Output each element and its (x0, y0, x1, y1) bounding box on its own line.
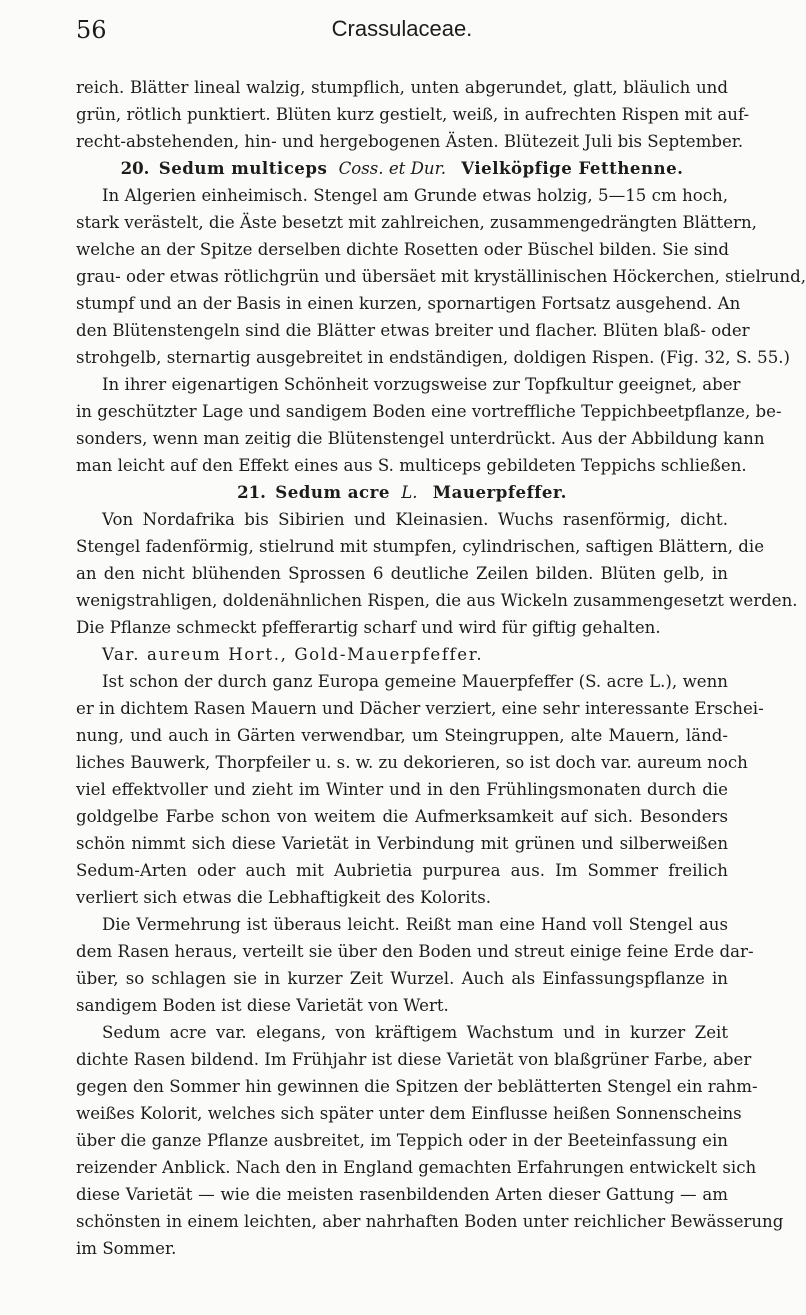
text-line: In Algerien einheimisch. Stengel am Grunde etwas holzig, 5—15 cm hoch, (102, 186, 728, 205)
page-body (76, 74, 806, 1262)
text-line: stumpf und an der Basis in einen kurzen, spornartigen Fortsatz ausgehend. An (76, 294, 741, 313)
page-number: 56 (76, 16, 107, 44)
entry-heading-21 (76, 479, 728, 506)
species-authority: L. (401, 483, 418, 502)
text-line: in geschützter Lage und sandigem Boden eine vortreffliche Teppichbeetpflanze, be- (76, 402, 782, 421)
text-line: dichte Rasen bildend. Im Frühjahr ist diese Varietät von blaßgrüner Farbe, aber (76, 1050, 752, 1069)
text-line: schön nimmt sich diese Varietät in Verbindung mit grünen und silberweißen (76, 834, 728, 853)
common-name: Mauerpfeffer. (432, 482, 567, 502)
variety-line: Var. aureum Hort., Gold-Mauerpfeffer. (102, 645, 484, 664)
entry-number: 21. (237, 482, 266, 502)
text-line: dem Rasen heraus, verteilt sie über den Boden und streut einige feine Erde dar- (76, 942, 754, 961)
text-line: gegen den Sommer hin gewinnen die Spitzen der beblätterten Stengel ein rahm- (76, 1077, 758, 1096)
text-line: welche an der Spitze derselben dichte Rosetten oder Büschel bilden. Sie sind (76, 240, 729, 259)
text-line: über die ganze Pflanze ausbreitet, im Teppich oder in der Beeteinfassung ein (76, 1131, 728, 1150)
text-line: den Blütenstengeln sind die Blätter etwas breiter und flacher. Blüten blaß- oder (76, 321, 750, 340)
text-line: sandigem Boden ist diese Varietät von Wert. (76, 996, 449, 1015)
species-name: Sedum multiceps (158, 158, 328, 178)
text-line: im Sommer. (76, 1239, 177, 1258)
text-line: grau- oder etwas rötlichgrün und übersäet mit kryställinischen Höckerchen, stielrund, (76, 267, 806, 286)
page-header (76, 12, 728, 54)
text-line: strohgelb, sternartig ausgebreitet in endständigen, doldigen Rispen. (Fig. 32, S. 55.) (76, 348, 791, 367)
text-line: schönsten in einem leichten, aber nahrhaften Boden unter reichlicher Bewässerung (76, 1212, 784, 1231)
text-line: Sedum acre var. elegans, von kräftigem Wachstum und in kurzer Zeit (102, 1023, 728, 1042)
text-line: verliert sich etwas die Lebhaftigkeit des Kolorits. (76, 888, 491, 907)
text-line: wenigstrahligen, doldenähnlichen Rispen, die aus Wickeln zusammengesetzt werden. (76, 591, 798, 610)
text-line: an den nicht blühenden Sprossen 6 deutliche Zeilen bilden. Blüten gelb, in (76, 564, 728, 583)
text-line: In ihrer eigenartigen Schönheit vorzugsweise zur Topfkultur geeignet, aber (102, 375, 741, 394)
entry-number: 20. (120, 158, 150, 178)
text-line: man leicht auf den Effekt eines aus S. multiceps gebildeten Teppichs schließen. (76, 456, 747, 475)
text-line: nung, und auch in Gärten verwendbar, um Steingruppen, alte Mauern, länd- (76, 726, 728, 745)
book-page (76, 0, 806, 1315)
text-line: liches Bauwerk, Thorpfeiler u. s. w. zu dekorieren, so ist doch var. aureum noch (76, 753, 748, 772)
text-line: sonders, wenn man zeitig die Blütenstengel unterdrückt. Aus der Abbildung kann (76, 429, 765, 448)
species-name: Sedum acre (275, 482, 390, 502)
text-line: viel effektvoller und zieht im Winter und in den Frühlingsmonaten durch die (76, 780, 728, 799)
text-line: er in dichtem Rasen Mauern und Dächer verziert, eine sehr interessante Erschei- (76, 699, 764, 718)
text-line: diese Varietät — wie die meisten rasenbildenden Arten dieser Gattung — am (76, 1185, 728, 1204)
text-line: Ist schon der durch ganz Europa gemeine Mauerpfeffer (S. acre L.), wenn (102, 672, 728, 691)
text-line: weißes Kolorit, welches sich später unter dem Einflusse heißen Sonnenscheins (76, 1104, 742, 1123)
text-line: über, so schlagen sie in kurzer Zeit Wurzel. Auch als Einfassungspflanze in (76, 969, 728, 988)
text-line: Die Pflanze schmeckt pfefferartig scharf und wird für giftig gehalten. (76, 618, 661, 637)
text-line: goldgelbe Farbe schon von weitem die Aufmerksamkeit auf sich. Besonders (76, 807, 728, 826)
text-line: recht-abstehenden, hin- und hergebogenen Ästen. Blütezeit Juli bis September. (76, 132, 744, 151)
entry-heading-20 (76, 155, 728, 182)
text-line: Sedum-Arten oder auch mit Aubrietia purpurea aus. Im Sommer freilich (76, 861, 728, 880)
text-line: reich. Blätter lineal walzig, stumpflich, unten abgerundet, glatt, bläulich und (76, 78, 728, 97)
text-line: stark verästelt, die Äste besetzt mit zahlreichen, zusammengedrängten Blättern, (76, 213, 757, 232)
running-title: Crassulaceae. (331, 16, 473, 41)
text-line: Stengel fadenförmig, stielrund mit stumpfen, cylindrischen, saftigen Blättern, die (76, 537, 765, 556)
common-name: Vielköpfige Fetthenne. (461, 158, 684, 178)
text-line: Die Vermehrung ist überaus leicht. Reißt man eine Hand voll Stengel aus (102, 915, 728, 934)
text-line: grün, rötlich punktiert. Blüten kurz gestielt, weiß, in aufrechten Rispen mit auf- (76, 105, 750, 124)
text-line: reizender Anblick. Nach den in England gemachten Erfahrungen entwickelt sich (76, 1158, 757, 1177)
species-authority: Coss. et Dur. (338, 159, 446, 178)
text-line: Von Nordafrika bis Sibirien und Kleinasien. Wuchs rasenförmig, dicht. (102, 510, 728, 529)
